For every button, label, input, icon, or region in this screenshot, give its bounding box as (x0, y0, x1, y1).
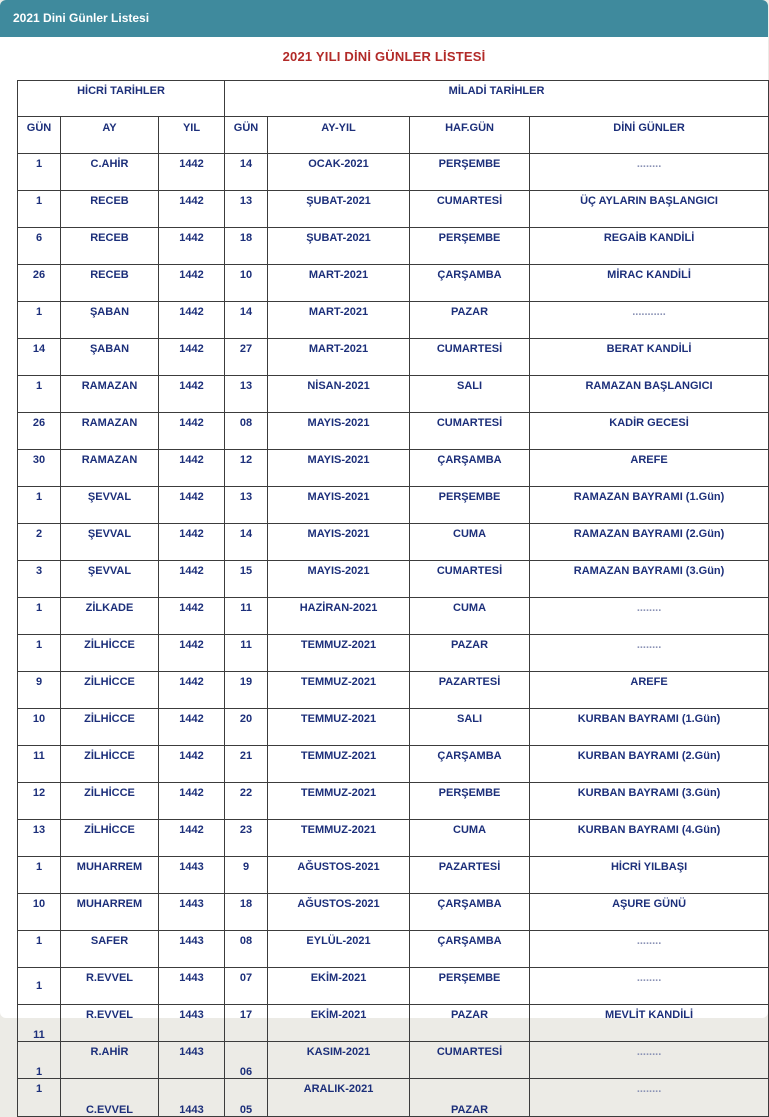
religious-day-cell: RAMAZAN BAYRAMI (3.Gün) (530, 561, 769, 598)
hijri-day-cell: 1 (18, 487, 61, 524)
table-row (18, 1079, 769, 1117)
hijri-year-cell: 1442 (159, 598, 225, 635)
religious-day-cell: KURBAN BAYRAMI (2.Gün) (530, 746, 769, 783)
month-year-cell: EYLÜL-2021 (268, 931, 410, 968)
month-year-cell: EKİM-2021 (268, 968, 410, 1005)
month-year-cell: MART-2021 (268, 302, 410, 339)
hijri-month-cell: RAMAZAN (61, 450, 159, 487)
gregorian-day-cell: 20 (225, 709, 268, 746)
month-year-cell: ARALIK-2021 (268, 1079, 410, 1117)
hijri-month-cell: ZİLHİCCE (61, 820, 159, 857)
table-row (18, 302, 769, 339)
hijri-year-cell: 1442 (159, 524, 225, 561)
hijri-day-cell: 2 (18, 524, 61, 561)
column-header-religious-day: DİNİ GÜNLER (530, 117, 769, 154)
hijri-day-cell: 12 (18, 783, 61, 820)
month-year-cell: ŞUBAT-2021 (268, 228, 410, 265)
hijri-month-cell: ZİLHİCCE (61, 672, 159, 709)
hijri-month-cell: R.EVVEL (61, 968, 159, 1005)
hijri-day-cell: 1 (18, 931, 61, 968)
table-row (18, 265, 769, 302)
weekday-cell: CUMARTESİ (410, 561, 530, 598)
weekday-cell: CUMARTESİ (410, 191, 530, 228)
weekday-cell: ÇARŞAMBA (410, 450, 530, 487)
table-row (18, 154, 769, 191)
hijri-day-cell: 1 (18, 154, 61, 191)
table-row (18, 1005, 769, 1042)
hijri-year-cell: 1442 (159, 746, 225, 783)
gregorian-day-cell: 11 (225, 598, 268, 635)
hijri-month-cell: ŞEVVAL (61, 487, 159, 524)
weekday-cell: PAZAR (410, 1005, 530, 1042)
gregorian-day-cell: 10 (225, 265, 268, 302)
month-year-cell: TEMMUZ-2021 (268, 672, 410, 709)
religious-day-cell: RAMAZAN BAYRAMI (2.Gün) (530, 524, 769, 561)
gregorian-day-cell: 9 (225, 857, 268, 894)
column-header-hijri-day: GÜN (18, 117, 61, 154)
table-row (18, 635, 769, 672)
month-year-cell: TEMMUZ-2021 (268, 635, 410, 672)
hijri-day-cell: 1 (18, 857, 61, 894)
weekday-cell: PAZAR (410, 302, 530, 339)
table-row (18, 487, 769, 524)
column-header-month-year: AY-YIL (268, 117, 410, 154)
table-row (18, 524, 769, 561)
hijri-year-cell: 1443 (159, 1042, 225, 1079)
hijri-year-cell: 1442 (159, 376, 225, 413)
religious-day-cell: RAMAZAN BAŞLANGICI (530, 376, 769, 413)
table-row (18, 191, 769, 228)
religious-day-cell: ........ (530, 154, 769, 191)
month-year-cell: EKİM-2021 (268, 1005, 410, 1042)
hijri-year-cell: 1442 (159, 228, 225, 265)
month-year-cell: MAYIS-2021 (268, 524, 410, 561)
month-year-cell: OCAK-2021 (268, 154, 410, 191)
hijri-day-cell: 11 (18, 746, 61, 783)
hijri-year-cell: 1442 (159, 413, 225, 450)
hijri-day-cell: 10 (18, 709, 61, 746)
gregorian-day-cell: 06 (225, 1042, 268, 1079)
weekday-cell: CUMA (410, 598, 530, 635)
month-year-cell: TEMMUZ-2021 (268, 709, 410, 746)
hijri-year-cell: 1443 (159, 968, 225, 1005)
hijri-year-cell: 1443 (159, 894, 225, 931)
hijri-year-cell: 1443 (159, 1079, 225, 1117)
religious-day-cell: MEVLİT KANDİLİ (530, 1005, 769, 1042)
hijri-day-cell: 1 (18, 191, 61, 228)
gregorian-day-cell: 11 (225, 635, 268, 672)
hijri-month-cell: RECEB (61, 265, 159, 302)
month-year-cell: TEMMUZ-2021 (268, 746, 410, 783)
hijri-day-cell: 1 (18, 635, 61, 672)
religious-day-cell: HİCRİ YILBAŞI (530, 857, 769, 894)
gregorian-day-cell: 15 (225, 561, 268, 598)
app-title-bar (0, 0, 768, 37)
hijri-year-cell: 1442 (159, 561, 225, 598)
gregorian-day-cell: 05 (225, 1079, 268, 1117)
religious-day-cell: KURBAN BAYRAMI (3.Gün) (530, 783, 769, 820)
hijri-year-cell: 1442 (159, 450, 225, 487)
table-row (18, 561, 769, 598)
weekday-cell: PAZAR (410, 635, 530, 672)
gregorian-day-cell: 17 (225, 1005, 268, 1042)
religious-day-cell: ........ (530, 1042, 769, 1079)
hijri-month-cell: ŞEVVAL (61, 524, 159, 561)
month-year-cell: AĞUSTOS-2021 (268, 857, 410, 894)
religious-day-cell: ÜÇ AYLARIN BAŞLANGICI (530, 191, 769, 228)
religious-day-cell: ........ (530, 1079, 769, 1117)
hijri-year-cell: 1442 (159, 672, 225, 709)
gregorian-day-cell: 21 (225, 746, 268, 783)
hijri-month-cell: ZİLHİCCE (61, 635, 159, 672)
table-row (18, 968, 769, 1005)
religious-day-cell: AREFE (530, 450, 769, 487)
table-row (18, 672, 769, 709)
religious-days-table (17, 80, 769, 1117)
hijri-day-cell: 13 (18, 820, 61, 857)
hijri-year-cell: 1442 (159, 635, 225, 672)
weekday-cell: SALI (410, 709, 530, 746)
month-year-cell: MAYIS-2021 (268, 413, 410, 450)
table-row (18, 339, 769, 376)
table-row (18, 376, 769, 413)
gregorian-day-cell: 08 (225, 413, 268, 450)
weekday-cell: CUMARTESİ (410, 339, 530, 376)
table-row (18, 857, 769, 894)
hijri-day-cell: 26 (18, 413, 61, 450)
hijri-year-cell: 1443 (159, 931, 225, 968)
hijri-month-cell: ZİLHİCCE (61, 746, 159, 783)
hijri-month-cell: C.AHİR (61, 154, 159, 191)
month-year-cell: HAZİRAN-2021 (268, 598, 410, 635)
gregorian-day-cell: 23 (225, 820, 268, 857)
hijri-month-cell: ZİLHİCCE (61, 709, 159, 746)
weekday-cell: PERŞEMBE (410, 783, 530, 820)
hijri-month-cell: MUHARREM (61, 857, 159, 894)
table-row (18, 931, 769, 968)
weekday-cell: PAZARTESİ (410, 672, 530, 709)
month-year-cell: AĞUSTOS-2021 (268, 894, 410, 931)
hijri-month-cell: ŞABAN (61, 339, 159, 376)
hijri-month-cell: ZİLHİCCE (61, 783, 159, 820)
hijri-year-cell: 1442 (159, 302, 225, 339)
month-year-cell: MAYIS-2021 (268, 487, 410, 524)
column-header-gregorian-day: GÜN (225, 117, 268, 154)
table-row (18, 1042, 769, 1079)
gregorian-day-cell: 14 (225, 154, 268, 191)
hijri-month-cell: RECEB (61, 228, 159, 265)
hijri-year-cell: 1442 (159, 191, 225, 228)
hijri-day-cell: 30 (18, 450, 61, 487)
weekday-cell: CUMA (410, 524, 530, 561)
hijri-month-cell: ŞABAN (61, 302, 159, 339)
hijri-month-cell: RAMAZAN (61, 413, 159, 450)
religious-day-cell: ........... (530, 302, 769, 339)
hijri-day-cell: 10 (18, 894, 61, 931)
hijri-month-cell: R.EVVEL (61, 1005, 159, 1042)
gregorian-day-cell: 19 (225, 672, 268, 709)
table-row (18, 413, 769, 450)
table-row (18, 894, 769, 931)
hijri-year-cell: 1442 (159, 265, 225, 302)
religious-day-cell: ........ (530, 931, 769, 968)
gregorian-day-cell: 13 (225, 487, 268, 524)
gregorian-day-cell: 18 (225, 894, 268, 931)
religious-day-cell: REGAİB KANDİLİ (530, 228, 769, 265)
gregorian-day-cell: 13 (225, 191, 268, 228)
month-year-cell: ŞUBAT-2021 (268, 191, 410, 228)
hijri-day-cell: 1 (18, 598, 61, 635)
hijri-day-cell: 3 (18, 561, 61, 598)
month-year-cell: MART-2021 (268, 339, 410, 376)
gregorian-day-cell: 14 (225, 302, 268, 339)
weekday-cell: ÇARŞAMBA (410, 265, 530, 302)
column-header-hijri-month: AY (61, 117, 159, 154)
weekday-cell: CUMARTESİ (410, 1042, 530, 1079)
gregorian-day-cell: 22 (225, 783, 268, 820)
weekday-cell: PERŞEMBE (410, 968, 530, 1005)
hijri-year-cell: 1442 (159, 154, 225, 191)
religious-day-cell: RAMAZAN BAYRAMI (1.Gün) (530, 487, 769, 524)
hijri-day-cell: 1 (18, 968, 61, 1005)
weekday-cell: CUMA (410, 820, 530, 857)
gregorian-day-cell: 12 (225, 450, 268, 487)
document-title: 2021 YILI DİNİ GÜNLER LİSTESİ (282, 49, 486, 64)
religious-day-cell: MİRAC KANDİLİ (530, 265, 769, 302)
religious-day-cell: ........ (530, 968, 769, 1005)
religious-day-cell: KURBAN BAYRAMI (4.Gün) (530, 820, 769, 857)
month-year-cell: TEMMUZ-2021 (268, 820, 410, 857)
column-header-weekday: HAF.GÜN (410, 117, 530, 154)
weekday-cell: PERŞEMBE (410, 228, 530, 265)
table-body (18, 154, 769, 1117)
gregorian-dates-header: MİLADİ TARİHLER (225, 81, 769, 117)
religious-day-cell: ........ (530, 598, 769, 635)
hijri-year-cell: 1442 (159, 820, 225, 857)
hijri-dates-header: HİCRİ TARİHLER (18, 81, 225, 117)
hijri-day-cell: 14 (18, 339, 61, 376)
hijri-month-cell: ŞEVVAL (61, 561, 159, 598)
weekday-cell: PAZARTESİ (410, 857, 530, 894)
hijri-month-cell: R.AHİR (61, 1042, 159, 1079)
religious-day-cell: BERAT KANDİLİ (530, 339, 769, 376)
table-row (18, 746, 769, 783)
weekday-cell: SALI (410, 376, 530, 413)
hijri-day-cell: 1 (18, 376, 61, 413)
hijri-day-cell: 11 (18, 1005, 61, 1042)
month-year-cell: MAYIS-2021 (268, 450, 410, 487)
app-title: 2021 Dini Günler Listesi (13, 11, 150, 25)
hijri-year-cell: 1442 (159, 487, 225, 524)
table-row (18, 783, 769, 820)
weekday-cell: PERŞEMBE (410, 487, 530, 524)
month-year-cell: NİSAN-2021 (268, 376, 410, 413)
month-year-cell: TEMMUZ-2021 (268, 783, 410, 820)
hijri-month-cell: RECEB (61, 191, 159, 228)
gregorian-day-cell: 18 (225, 228, 268, 265)
religious-day-cell: ........ (530, 635, 769, 672)
gregorian-day-cell: 14 (225, 524, 268, 561)
table-row (18, 228, 769, 265)
gregorian-day-cell: 27 (225, 339, 268, 376)
hijri-day-cell: 1 (18, 1042, 61, 1079)
gregorian-day-cell: 13 (225, 376, 268, 413)
weekday-cell: ÇARŞAMBA (410, 746, 530, 783)
hijri-month-cell: SAFER (61, 931, 159, 968)
hijri-year-cell: 1443 (159, 1005, 225, 1042)
hijri-month-cell: C.EVVEL (61, 1079, 159, 1117)
hijri-day-cell: 9 (18, 672, 61, 709)
gregorian-day-cell: 07 (225, 968, 268, 1005)
column-header-hijri-year: YIL (159, 117, 225, 154)
religious-day-cell: AREFE (530, 672, 769, 709)
hijri-year-cell: 1442 (159, 709, 225, 746)
table-row (18, 450, 769, 487)
weekday-cell: CUMARTESİ (410, 413, 530, 450)
religious-day-cell: KURBAN BAYRAMI (1.Gün) (530, 709, 769, 746)
table-row (18, 709, 769, 746)
religious-day-cell: AŞURE GÜNÜ (530, 894, 769, 931)
hijri-year-cell: 1442 (159, 339, 225, 376)
weekday-cell: PAZAR (410, 1079, 530, 1117)
gregorian-day-cell: 08 (225, 931, 268, 968)
month-year-cell: KASIM-2021 (268, 1042, 410, 1079)
hijri-year-cell: 1442 (159, 783, 225, 820)
religious-day-cell: KADİR GECESİ (530, 413, 769, 450)
hijri-day-cell: 6 (18, 228, 61, 265)
hijri-year-cell: 1443 (159, 857, 225, 894)
hijri-day-cell: 26 (18, 265, 61, 302)
table-row (18, 598, 769, 635)
hijri-month-cell: ZİLKADE (61, 598, 159, 635)
month-year-cell: MAYIS-2021 (268, 561, 410, 598)
month-year-cell: MART-2021 (268, 265, 410, 302)
hijri-month-cell: RAMAZAN (61, 376, 159, 413)
table-row (18, 820, 769, 857)
hijri-month-cell: MUHARREM (61, 894, 159, 931)
weekday-cell: PERŞEMBE (410, 154, 530, 191)
weekday-cell: ÇARŞAMBA (410, 894, 530, 931)
weekday-cell: ÇARŞAMBA (410, 931, 530, 968)
hijri-day-cell: 1 (18, 1079, 61, 1117)
hijri-day-cell: 1 (18, 302, 61, 339)
